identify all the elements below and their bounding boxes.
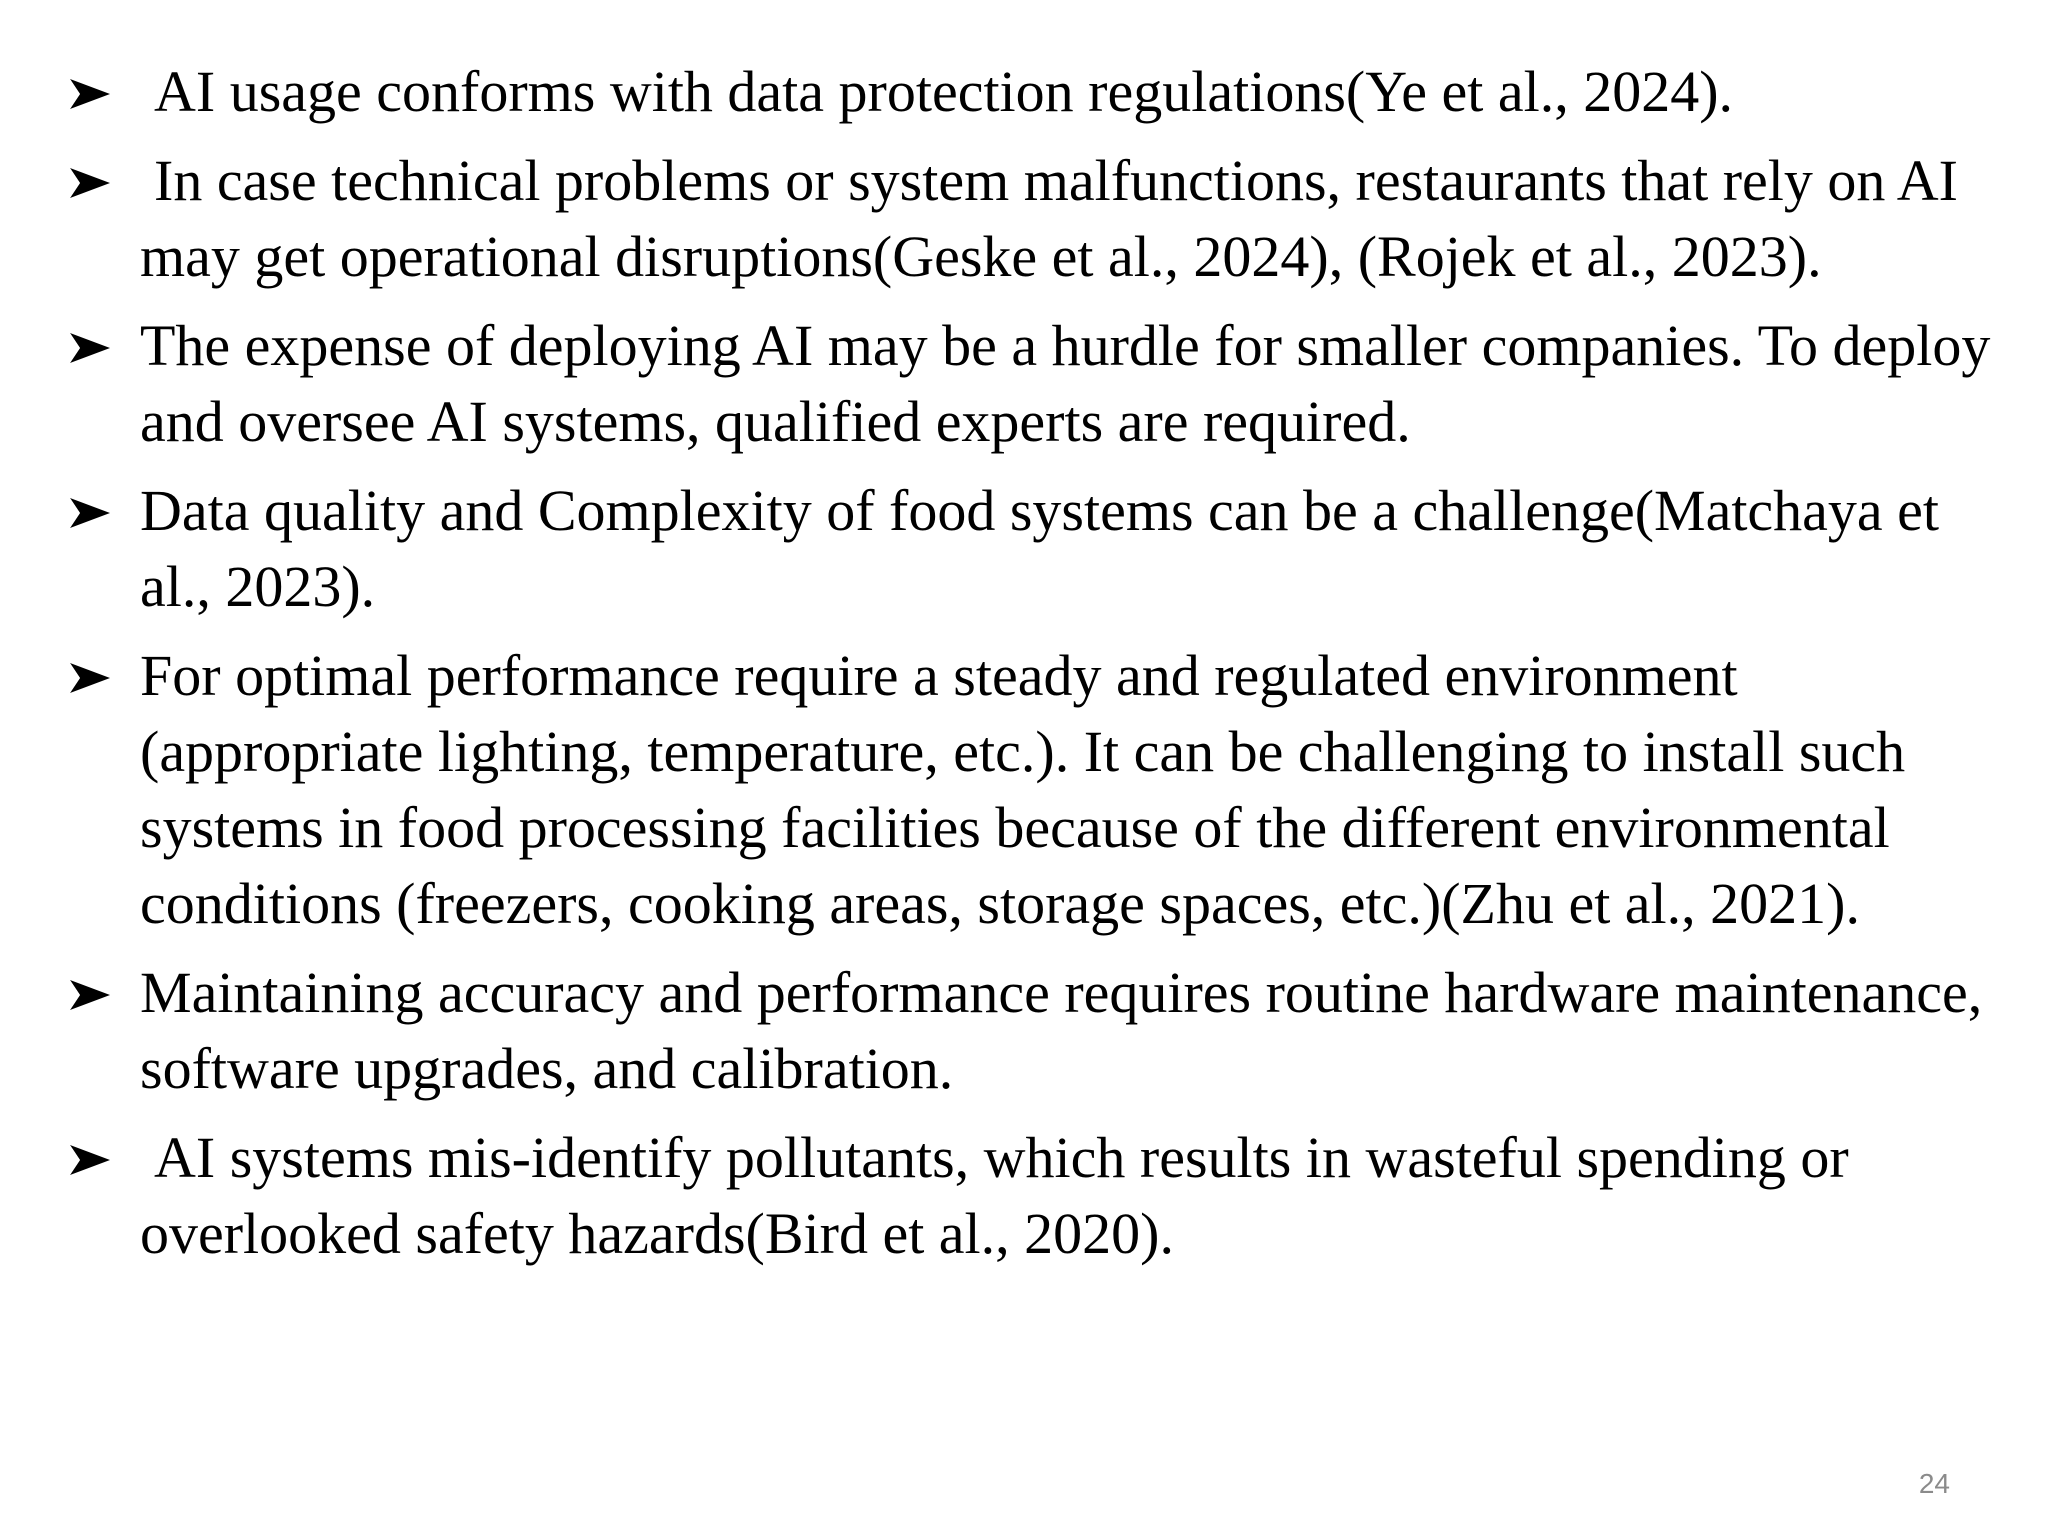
arrowhead-bullet-icon bbox=[66, 955, 114, 1031]
arrowhead-bullet-icon bbox=[66, 308, 114, 384]
page-number: 24 bbox=[1918, 1468, 1950, 1499]
arrowhead-bullet-icon bbox=[66, 54, 114, 130]
bullet-text: The expense of deploying AI may be a hurdle for smaller companies. To deploy and oversee AI systems, qualified experts are required. bbox=[140, 313, 1991, 454]
list-item bbox=[66, 638, 1996, 942]
bullet-text: Maintaining accuracy and performance requires routine hardware maintenance, software upgrades, and calibration. bbox=[140, 960, 1983, 1101]
list-item bbox=[66, 1120, 1996, 1272]
bullet-text: In case technical problems or system malfunctions, restaurants that rely on AI may get operational disruptions(Geske et al., 2024), (Rojek et al., 2023). bbox=[140, 148, 1958, 289]
list-item bbox=[66, 955, 1996, 1107]
list-item bbox=[66, 308, 1996, 460]
arrowhead-bullet-icon bbox=[66, 638, 114, 714]
bullet-text: AI usage conforms with data protection regulations(Ye et al., 2024). bbox=[154, 59, 1734, 124]
arrowhead-bullet-icon bbox=[66, 1120, 114, 1196]
bullet-list bbox=[66, 54, 1996, 1285]
bullet-text: Data quality and Complexity of food systems can be a challenge(Matchaya et al., 2023). bbox=[140, 478, 1940, 619]
arrowhead-bullet-icon bbox=[66, 143, 114, 219]
arrowhead-bullet-icon bbox=[66, 473, 114, 549]
list-item bbox=[66, 473, 1996, 625]
bullet-text: For optimal performance require a steady and regulated environment (appropriate lighting, temperature, etc.). It can be challenging to install such systems in food processing facilities because of the different environmental conditions (freezers, cooking areas, storage spaces, etc.)(Zhu et al., 2021). bbox=[140, 643, 1906, 936]
bullet-text: AI systems mis-identify pollutants, which results in wasteful spending or overlooked safety hazards(Bird et al., 2020). bbox=[140, 1125, 1849, 1266]
list-item bbox=[66, 54, 1996, 130]
list-item bbox=[66, 143, 1996, 295]
